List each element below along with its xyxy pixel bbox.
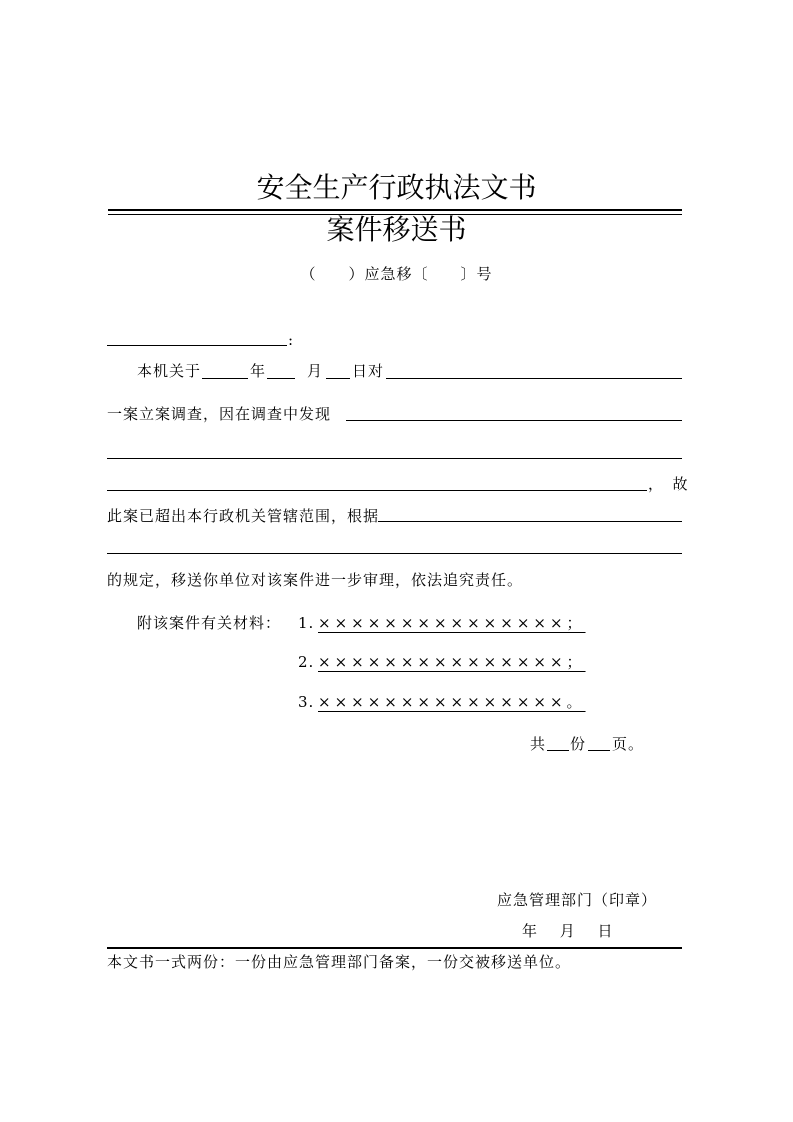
basis-blank-2[interactable] xyxy=(107,553,682,554)
line1-prefix: 本机关于 xyxy=(137,362,202,380)
line5-text: 此案已超出本行政机关管辖范围，根据 xyxy=(107,507,380,525)
total-fen: 份 xyxy=(570,735,587,753)
attachment-1-text: ×××××××××××××××； xyxy=(318,614,586,632)
total-ye: 页。 xyxy=(612,735,645,753)
recipient-blank[interactable] xyxy=(107,345,287,346)
line7-text: 的规定，移送你单位对该案件进一步审理，依法追究责任。 xyxy=(107,571,524,589)
day-dui-label: 日对 xyxy=(352,362,385,380)
finding-blank-2[interactable] xyxy=(107,458,682,459)
basis-blank-1[interactable] xyxy=(378,521,682,522)
line2-text: 一案立案调查，因在调查中发现 xyxy=(107,405,332,423)
signature-date: 年 月 日 xyxy=(522,922,614,940)
footer-note: 本文书一式两份：一份由应急管理部门备案，一份交被移送单位。 xyxy=(107,953,572,971)
attachment-3-text: ×××××××××××××××。 xyxy=(318,693,586,711)
footer-rule xyxy=(107,947,682,949)
document-subtitle: 案件移送书 xyxy=(326,213,467,246)
comma-gu: ， 故 xyxy=(648,475,689,493)
month-blank[interactable] xyxy=(267,378,295,379)
attachment-2-number: 2. xyxy=(298,653,315,671)
total-gong: 共 xyxy=(530,735,547,753)
attachment-2-text: ×××××××××××××××； xyxy=(318,653,586,671)
case-party-blank[interactable] xyxy=(386,378,682,379)
year-label: 年 xyxy=(250,362,267,380)
attachment-1-number: 1. xyxy=(298,614,315,632)
copies-blank[interactable] xyxy=(547,750,569,751)
attachment-3-number: 3. xyxy=(298,693,315,711)
year-blank[interactable] xyxy=(202,378,248,379)
attachments-label: 附该案件有关材料： xyxy=(137,614,282,632)
document-number: （ ）应急移〔 〕号 xyxy=(300,265,493,283)
pages-blank[interactable] xyxy=(588,750,610,751)
document-title: 安全生产行政执法文书 xyxy=(256,171,537,204)
day-blank[interactable] xyxy=(326,378,350,379)
finding-blank-1[interactable] xyxy=(346,420,682,421)
finding-blank-3[interactable] xyxy=(107,490,647,491)
department-seal: 应急管理部门（印章） xyxy=(497,891,658,909)
recipient-colon: : xyxy=(288,331,295,349)
month-label: 月 xyxy=(307,362,324,380)
